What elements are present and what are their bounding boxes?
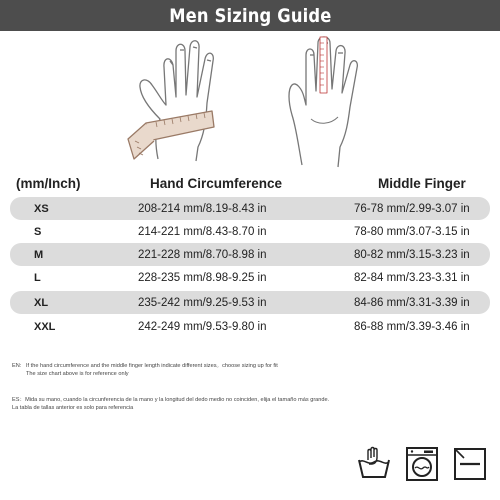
middle-finger-value: 76-78 mm/2.99-3.07 in: [354, 202, 470, 215]
circumference-header: Hand Circumference: [150, 176, 283, 191]
unit-header: (mm/Inch): [16, 176, 81, 191]
circumference-value: 208-214 mm/8.19-8.43 in: [138, 202, 267, 215]
circumference-value: 228-235 mm/8.98-9.25 in: [138, 271, 267, 284]
note-language-tag: ES：: [12, 397, 26, 403]
hand-wash-icon: [356, 446, 392, 482]
middle-finger-illustration: [289, 37, 357, 167]
circumference-value: 242-249 mm/9.53-9.80 in: [138, 320, 267, 333]
note-text: The size chart above is for reference only: [26, 371, 129, 377]
table-row: [10, 197, 490, 220]
circumference-value: 214-221 mm/8.43-8.70 in: [138, 225, 267, 238]
dry-flat-icon: [452, 446, 488, 482]
note-text: La tabla de tallas anterior es solo para referencia: [12, 405, 134, 411]
size-label: XS: [34, 202, 49, 215]
english-note: [12, 362, 278, 378]
circumference-value: 235-242 mm/9.25-9.53 in: [138, 296, 267, 309]
hand-circumference-illustration: [128, 41, 214, 161]
middle-finger-header: Middle Finger: [378, 176, 466, 191]
table-row: [10, 266, 490, 289]
size-label: S: [34, 225, 42, 238]
middle-finger-value: 80-82 mm/3.15-3.23 in: [354, 248, 470, 261]
finger-ruler: [320, 37, 327, 93]
table-header: [0, 176, 500, 196]
middle-finger-value: 86-88 mm/3.39-3.46 in: [354, 320, 470, 333]
table-row: [10, 315, 490, 338]
table-row: [10, 291, 490, 314]
middle-finger-value: 84-86 mm/3.31-3.39 in: [354, 296, 470, 309]
page-title: Men Sizing Guide: [168, 4, 332, 27]
middle-finger-value: 78-80 mm/3.07-3.15 in: [354, 225, 470, 238]
size-label: L: [34, 271, 41, 284]
size-label: XL: [34, 296, 49, 309]
note-text: If the hand circumference and the middle finger length indicate different sizes。choose sizing up for fit: [26, 363, 278, 369]
size-label: XXL: [34, 320, 56, 333]
title-bar: [0, 0, 500, 31]
note-language-tag: EN:: [12, 363, 22, 369]
table-row: [10, 243, 490, 266]
size-label: M: [34, 248, 44, 261]
washing-machine-icon: [404, 446, 440, 482]
circumference-value: 221-228 mm/8.70-8.98 in: [138, 248, 267, 261]
middle-finger-value: 82-84 mm/3.23-3.31 in: [354, 271, 470, 284]
hand-illustrations: [0, 31, 500, 171]
note-text: Mida su mano, cuando la circunferencia de la mano y la longitud del dedo medio no coinciden, elija el tamaño más grande.: [25, 397, 330, 403]
spanish-note: [12, 396, 329, 412]
table-row: [10, 220, 490, 243]
